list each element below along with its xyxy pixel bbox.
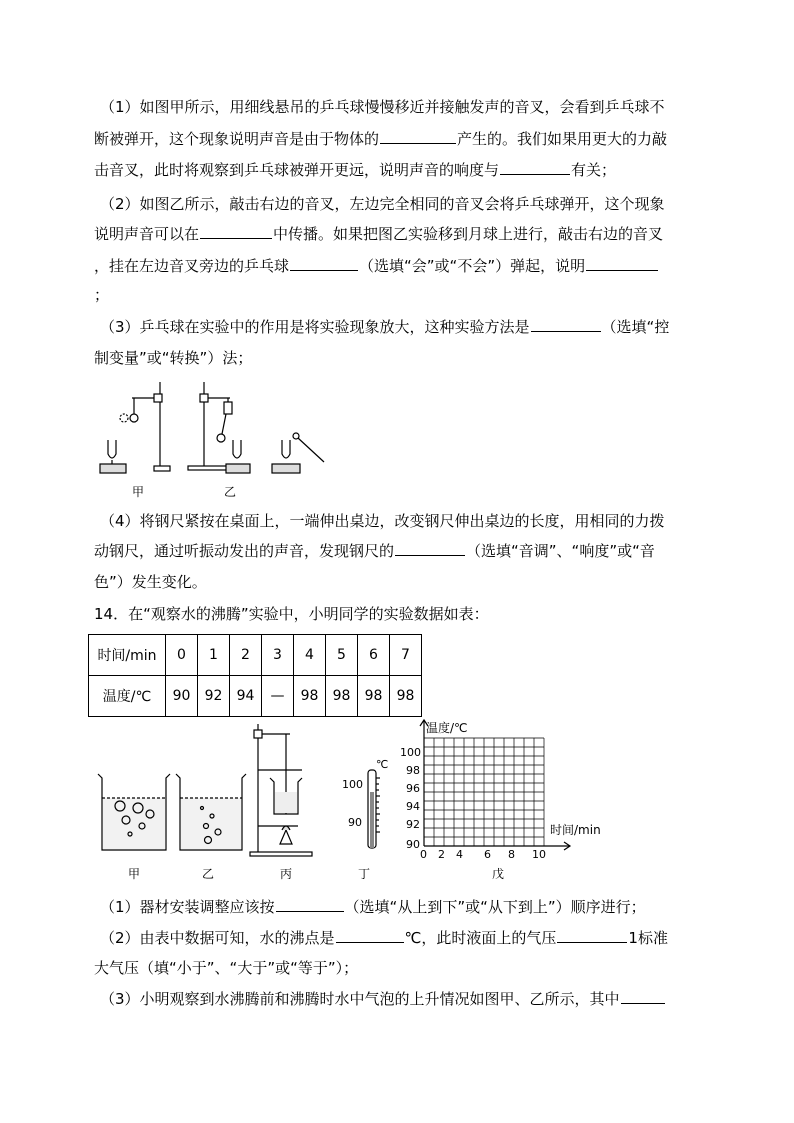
q13-p4-line1: （4）将钢尺紧按在桌面上，一端伸出桌边，改变钢尺伸出桌边的长度，用相同的力拨 [100,512,665,530]
q13-p2-text-b: 中传播。如果把图乙实验移到月球上进行，敲击右边的音叉 [273,225,664,243]
boiling-figure [94,718,614,884]
table-cell: 7 [390,635,422,676]
answer-blank[interactable] [200,224,272,239]
figure-caption-yi: 乙 [224,485,237,499]
figure-caption-jia: 甲 [128,867,141,881]
graph-x-tick: 2 [438,848,445,861]
table-cell: 3 [262,635,294,676]
q13-p1-line1: （1）如图甲所示，用细线悬吊的乒乓球慢慢移近并接触发声的音叉，会看到乒乓球不 [100,98,665,116]
q14-p2-line2: 大气压（填“小于”、“大于”或“等于”）； [94,959,359,977]
table-cell: 92 [198,676,230,717]
answer-blank[interactable] [290,256,358,271]
q13-p3-line1 [100,317,669,337]
thermometer-label-100: 100 [342,778,363,791]
table-cell: 94 [230,676,262,717]
answer-blank[interactable] [336,928,404,943]
figure-caption-jia: 甲 [132,485,145,499]
answer-blank[interactable] [531,317,601,332]
data-table [88,634,422,717]
graph-x-tick: 4 [456,848,463,861]
q13-p3-text-b: （选填“控 [601,318,670,336]
answer-blank[interactable] [621,989,665,1004]
graph-y-label: 温度/℃ [426,721,468,735]
graph-x-tick: 6 [484,848,491,861]
q13-p3-line2: 制变量”或“转换”）法； [94,349,253,367]
table-cell: 1 [198,635,230,676]
q13-p4-text-a: 动钢尺，通过听振动发出的声音，发现钢尺的 [94,542,395,560]
graph-grid [424,738,544,846]
graph-x-tick: 10 [532,848,546,861]
q14-p3-text-a: （3）小明观察到水沸腾前和沸腾时水中气泡的上升情况如图甲、乙所示，其中 [100,990,620,1008]
q13-p2-text-a: 说明声音可以在 [94,225,200,243]
q14-p2-line1 [100,928,668,948]
table-row [89,676,422,717]
graph-y-tick: 92 [406,818,420,831]
q13-p4-text-b: （选填“音调”、“响度”或“音 [466,542,655,560]
figure-caption-ding: 丁 [358,867,371,881]
q14-p2-text-b: ℃，此时液面上的气压 [404,929,557,947]
q13-p1-text-a: 断被弹开，这个现象说明声音是由于物体的 [94,130,380,148]
figure-caption-wu: 戊 [492,867,505,881]
graph-y-tick: 98 [406,764,420,777]
table-cell: 0 [166,635,198,676]
table-cell: 4 [294,635,326,676]
q13-p1-text-b: 产生的。我们如果用更大的力敲 [457,130,668,148]
q14-p1-line1 [100,897,646,917]
q13-p2-line1: （2）如图乙所示，敲击右边的音叉，左边完全相同的音叉会将乒乓球弹开，这个现象 [100,195,665,213]
answer-blank[interactable] [380,129,456,144]
graph-y-tick: 100 [400,746,421,759]
q14-p2-text-a: （2）由表中数据可知，水的沸点是 [100,929,335,947]
table-header-temp: 温度/℃ [89,676,166,717]
q13-p4-line2 [94,541,655,561]
q14-p1-text-a: （1）器材安装调整应该按 [100,898,275,916]
q13-p1-text-c: 击音叉，此时将观察到乒乓球被弹开更远，说明声音的响度与 [94,161,500,179]
q13-p2-text-d: （选填“会”或“不会”）弹起，说明 [359,257,586,275]
table-cell: 98 [326,676,358,717]
graph-y-tick: 94 [406,800,420,813]
table-cell: 98 [358,676,390,717]
thermometer-label-90: 90 [348,816,362,829]
q14-intro: 14．在“观察水的沸腾”实验中，小明同学的实验数据如表： [94,605,489,623]
table-cell: 2 [230,635,262,676]
q13-p2-line2 [94,224,663,244]
q13-p2-line4: ； [94,286,110,304]
q13-p3-text-a: （3）乒乓球在实验中的作用是将实验现象放大，这种实验方法是 [100,318,530,336]
table-cell: — [262,676,294,717]
table-cell: 6 [358,635,390,676]
graph-x-label: 时间/min [550,823,601,837]
answer-blank[interactable] [276,897,344,912]
q14-p3-line1 [100,989,666,1009]
table-header-time: 时间/min [89,635,166,676]
q13-p1-line3 [94,160,616,180]
table-cell: 98 [390,676,422,717]
graph-x-tick: 8 [508,848,515,861]
graph-y-tick: 96 [406,782,420,795]
q14-p2-text-c: 1标准 [628,929,668,947]
q13-p4-line3: 色”）发生变化。 [94,573,207,591]
q14-p1-text-b: （选填“从上到下”或“从下到上”）顺序进行； [344,898,646,916]
graph-x-tick: 0 [420,848,427,861]
table-row [89,635,422,676]
answer-blank[interactable] [395,541,465,556]
q13-p2-text-c: ，挂在左边音叉旁边的乒乓球 [94,257,290,275]
figure-caption-bing: 丙 [280,867,293,881]
answer-blank[interactable] [500,160,570,175]
table-cell: 5 [326,635,358,676]
figure-caption-yi: 乙 [202,867,215,881]
q13-p2-line3 [94,256,659,276]
graph-y-tick: 90 [406,838,420,851]
q13-p1-line2 [94,129,667,149]
table-cell: 98 [294,676,326,717]
q13-p1-text-d: 有关； [571,161,617,179]
table-cell: 90 [166,676,198,717]
answer-blank[interactable] [557,928,627,943]
answer-blank[interactable] [586,256,658,271]
tuning-fork-figure [94,378,334,502]
thermometer-unit: ℃ [376,758,389,771]
